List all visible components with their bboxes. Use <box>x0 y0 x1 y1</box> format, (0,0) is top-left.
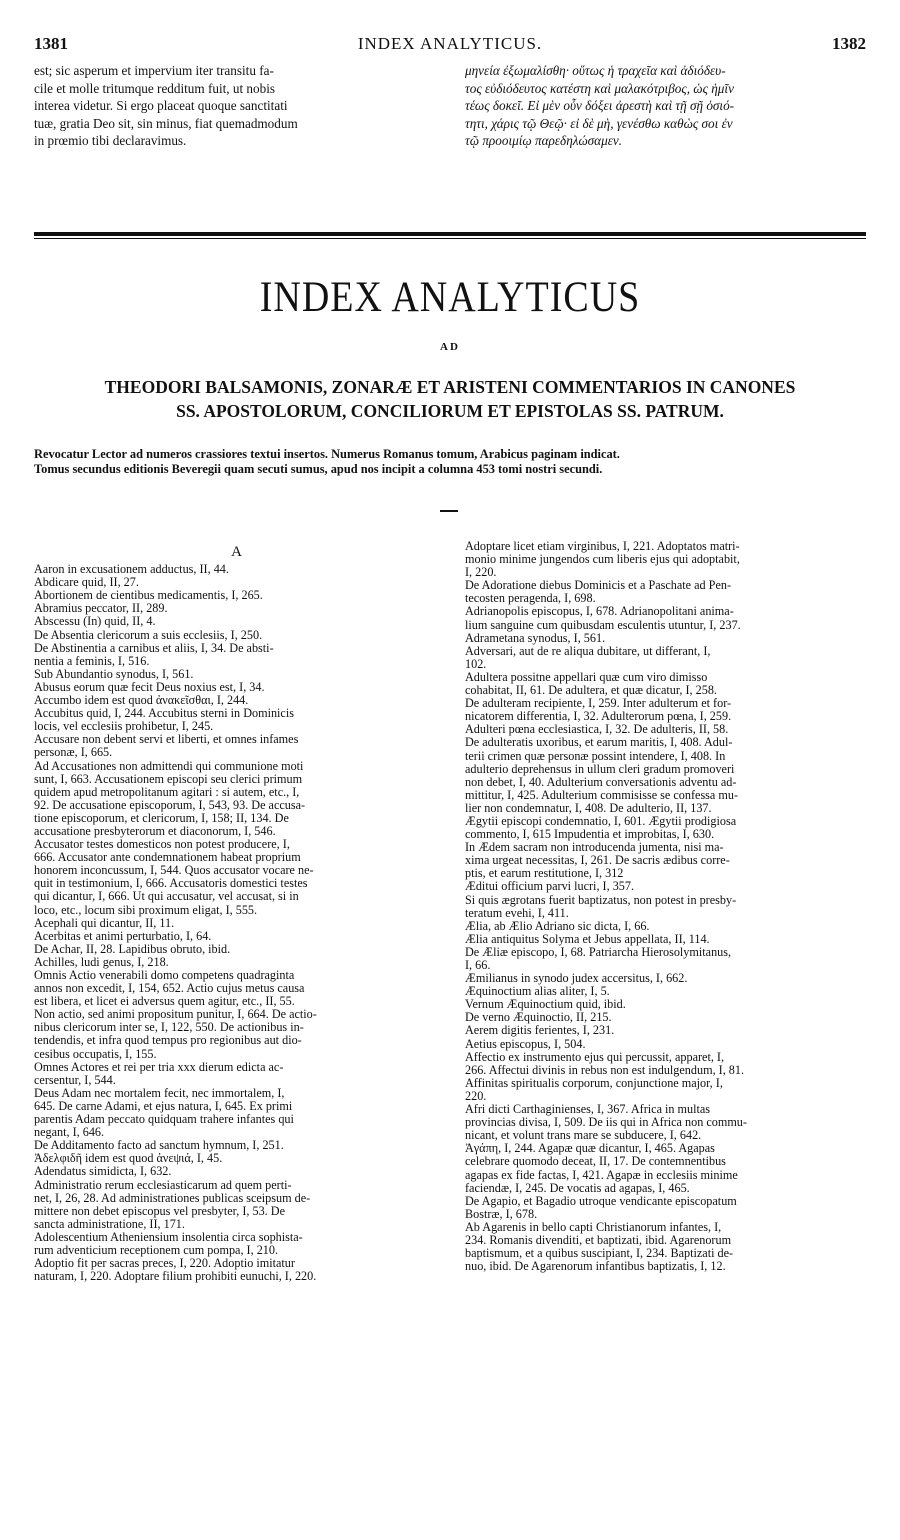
index-entry-line: teratum evehi, I, 411. <box>465 906 569 920</box>
index-entry <box>465 1051 870 1077</box>
right-page-number: 1382 <box>832 34 866 53</box>
index-entry-line: Non actio, sed animi propositum punitur, I, 664. De actio- <box>34 1008 317 1022</box>
page-header <box>34 34 866 56</box>
index-entry <box>34 589 439 602</box>
section-divider <box>34 232 866 239</box>
index-entry-line: Abortionem de cientibus medicamentis, I, 265. <box>34 589 263 603</box>
index-entry-line: commento, I, 615 Impudentia et improbitas, I, 630. <box>465 828 715 842</box>
index-entry-line: 266. Affectui divinis in rebus non est indulgendum, I, 81. <box>465 1063 745 1077</box>
index-entry-line: nuo, ibid. De Agarenorum infantibus baptizatis, I, 12. <box>465 1260 726 1274</box>
reader-note <box>34 447 866 477</box>
index-entry-line: Adoptare licet etiam virginibus, I, 221. Adoptatos matri- <box>465 540 740 553</box>
letter-heading: A <box>231 544 242 560</box>
index-entry-line: cohabitat, II, 61. De adultera, et quæ dicatur, I, 258. <box>465 684 717 698</box>
subtitle-line: SS. APOSTOLORUM, CONCILIORUM ET EPISTOLAS SS. PATRUM. <box>176 401 724 421</box>
index-entry <box>465 579 870 605</box>
index-entry-line: sunt, I, 663. Accusationem episcopi seu clerici primum <box>34 772 303 786</box>
index-entry <box>465 1142 870 1194</box>
index-entry <box>465 540 870 579</box>
index-entry-line: faciendæ, I, 245. De vocatis ad agapas, I, 465. <box>465 1181 690 1195</box>
divider-thin-rule <box>34 238 866 239</box>
index-entry-line: locis, vel ecclesiis prohibetur, I, 245. <box>34 720 214 734</box>
index-entry-line: I, 66. <box>465 959 491 972</box>
index-entry-line: Aetius episcopus, I, 504. <box>465 1037 586 1051</box>
index-entry <box>465 933 870 946</box>
index-entry-line: Administratio rerum ecclesiasticarum ad quem perti- <box>34 1178 292 1192</box>
index-entry-line: De verno Æquinoctio, II, 215. <box>465 1011 612 1025</box>
index-entry <box>34 642 439 668</box>
index-entry <box>465 1077 870 1103</box>
index-entry-line: Æquinoctium alias aliter, I, 5. <box>465 985 610 999</box>
index-entry-line: non debet, I, 40. Adulterium conversationis adventu ad- <box>465 775 737 789</box>
index-entry-line: Adrianopolis episcopus, I, 678. Adrianopolitani anima- <box>465 605 734 619</box>
index-entry-line: naturam, I, 220. Adoptare filium prohibiti eunuchi, I, 220. <box>34 1270 317 1284</box>
index-entry-line: terii crimen quæ personæ possint intendere, I, 408. In <box>465 749 726 763</box>
index-entry <box>34 563 439 576</box>
left-page-number: 1381 <box>34 34 68 53</box>
index-entry-line: cersentur, I, 544. <box>34 1073 116 1087</box>
index-entry-line: Accubitus quid, I, 244. Accubitus sterni in Dominicis <box>34 707 294 721</box>
index-entry-line: quit in testimonium, I, 666. Accusatoris domestici testes <box>34 877 308 891</box>
greek-line: τος εὐδιόδευτος κατέστη καὶ μαλακότριβος, ὡς ἡμῖν <box>465 80 734 96</box>
index-entry-line: parentis Adam peccato quidquam trahere infantes qui <box>34 1113 294 1127</box>
greek-line: τέως δοκεῖ. Εἰ μὲν οὖν δόξει ἀρεστὴ καὶ τῇ σῇ ὁσιό- <box>465 98 735 113</box>
index-entry-line: sancta administratione, II, 171. <box>34 1217 185 1231</box>
index-entry <box>465 1011 870 1024</box>
index-entry <box>34 956 439 969</box>
index-entry-line: Aaron in excusationem adductus, II, 44. <box>34 563 229 577</box>
index-entry-line: 645. De carne Adami, et ejus natura, I, 645. Ex primi <box>34 1099 293 1113</box>
index-entry-line: Deus Adam nec mortalem fecit, nec immortalem, I, <box>34 1086 285 1100</box>
greek-text-fragment <box>465 62 870 150</box>
index-entry <box>465 815 870 841</box>
index-entry-line: In Ædem sacram non introducenda jumenta, nisi ma- <box>465 841 724 855</box>
index-entry-line: Accumbo idem est quod ἀνακεῖσθαι, I, 244. <box>34 694 249 708</box>
index-entry-line: Æditui officium parvi lucri, I, 357. <box>465 880 635 894</box>
index-entry-line: nibus clericorum inter se, I, 122, 550. De actionibus in- <box>34 1021 304 1035</box>
index-entry <box>34 1087 439 1139</box>
index-column-left <box>34 540 439 1283</box>
index-entry-line: Ab Agarenis in bello capti Christianorum infantes, I, <box>465 1220 722 1234</box>
index-entry-line: adulterio deprehensus in ullum cleri gradum promoveri <box>465 762 735 776</box>
index-entry-line: cesibus occupatis, I, 155. <box>34 1047 157 1061</box>
index-entry-line: Abramius peccator, II, 289. <box>34 602 168 616</box>
index-entry-line: Adversari, aut de re aliqua dubitare, ut differant, I, <box>465 644 711 658</box>
greek-line: τητι, χάρις τῷ Θεῷ· εἰ δὲ μὴ, γενέσθω καθὼς σοι ἐν <box>465 115 733 131</box>
index-entry <box>34 681 439 694</box>
title-preposition: AD <box>440 341 460 353</box>
index-entry-line: nicatorem differentia, I, 32. Adulterorum pœna, I, 259. <box>465 710 732 724</box>
index-column-right <box>465 540 870 1273</box>
index-entry-line: Ælia antiquitus Solyma et Jebus appellata, II, 114. <box>465 932 710 946</box>
latin-line: est; sic asperum et impervium iter transitu fa- <box>34 63 274 78</box>
greek-line: μηνεία ἐξωμαλίσθη· οὕτως ἡ τραχεῖα καὶ ἀδιόδευ- <box>465 63 726 78</box>
index-entry <box>465 671 870 815</box>
index-entry <box>34 707 439 733</box>
ornamental-dash <box>440 510 458 512</box>
note-line: Revocatur Lector ad numeros crassiores textui insertos. Numerus Romanus tomum, Arabicus paginam indicat. <box>34 447 620 461</box>
index-entry-line: 220. <box>465 1089 487 1103</box>
index-entry <box>465 1195 870 1221</box>
index-entry <box>34 1165 439 1178</box>
index-entry <box>465 1221 870 1273</box>
index-entry-line: De Abstinentia a carnibus et aliis, I, 34. De absti- <box>34 641 274 655</box>
index-entry <box>34 576 439 589</box>
index-entry-line: est libera, et licet ei adversus quem agitur, etc., II, 55. <box>34 995 295 1009</box>
index-entry-line: 92. De accusatione episcoporum, I, 543, 93. De accusa- <box>34 798 306 812</box>
index-entry <box>34 930 439 943</box>
index-entry <box>465 894 870 920</box>
note-line: Tomus secundus editionis Beveregii quam secuti sumus, apud nos incipit a columna 453 tomi nostri secundi. <box>34 462 603 476</box>
index-entry-line: xima urgeat necessitas, I, 261. De sacris ædibus corre- <box>465 854 730 868</box>
index-entry-line: De Agapio, et Bagadio utroque vendicante episcopatum <box>465 1194 737 1208</box>
latin-line: cile et molle tritumque redditum fuit, ut nobis <box>34 80 275 96</box>
index-entry <box>34 943 439 956</box>
index-entry-line: Abusus eorum quæ fecit Deus noxius est, I, 34. <box>34 680 265 694</box>
index-entry-line: mittitur, I, 425. Adulterium commisisse se confessa mu- <box>465 788 739 802</box>
index-entry-line: Ἀδελφιδῆ idem est quod ἀνεψιά, I, 45. <box>34 1152 223 1166</box>
index-entry <box>34 1257 439 1283</box>
latin-line: in prœmio tibi declaravimus. <box>34 133 187 148</box>
index-entry-line: annos non excedit, I, 154, 652. Actio cujus metus causa <box>34 982 305 996</box>
index-entry <box>465 632 870 645</box>
index-entry-line: mittere non debet episcopus vel presbyter, I, 53. De <box>34 1204 285 1218</box>
index-entry <box>465 1024 870 1037</box>
index-entry-line: honorem inconcussum, I, 544. Quos accusator vocare ne- <box>34 864 314 878</box>
index-entry-line: De adulteratis uxoribus, et earum maritis, I, 408. Adul- <box>465 736 733 750</box>
index-entry <box>34 615 439 628</box>
index-entry-line: Affectio ex instrumento ejus qui percussit, apparet, I, <box>465 1050 725 1064</box>
index-entry-line: De adulteram recipiente, I, 259. Inter adulterum et for- <box>465 697 732 711</box>
running-title: INDEX ANALYTICUS. <box>357 34 543 53</box>
index-entry-line: Omnes Actores et rei per tria xxx dierum edicta ac- <box>34 1060 284 1074</box>
divider-thick-rule <box>34 232 866 236</box>
index-entry-line: loco, etc., locum sibi proximum eligat, I, 555. <box>34 903 258 917</box>
index-entry-line: Ad Accusationes non admittendi qui communione moti <box>34 759 304 773</box>
index-entry-line: celebrare quomodo deceat, II, 17. De contemnentibus <box>465 1155 726 1169</box>
index-subtitle <box>34 375 866 423</box>
index-entry-line: lier non condemnatur, I, 408. De adulterio, II, 137. <box>465 801 712 815</box>
index-entry-line: De Additamento facto ad sanctum hymnum, I, 251. <box>34 1139 284 1153</box>
index-entry <box>34 1061 439 1087</box>
index-entry-line: Bostræ, I, 678. <box>465 1207 538 1221</box>
latin-line: tuæ, gratia Deo sit, sin minus, fiat quemadmodum <box>34 115 298 131</box>
index-entry-line: Æmilianus in synodo judex accersitus, I, 662. <box>465 972 688 986</box>
index-entry <box>465 972 870 985</box>
index-entry <box>34 602 439 615</box>
index-entry-line: negant, I, 646. <box>34 1126 105 1140</box>
index-entry-line: Ἀγάπη, I, 244. Agapæ quæ dicantur, I, 465. Agapas <box>465 1142 715 1156</box>
index-entry-line: Acerbitas et animi perturbatio, I, 64. <box>34 929 212 943</box>
index-entry-line: De Absentia clericorum a suis ecclesiis, I, 250. <box>34 628 263 642</box>
index-entry <box>34 1152 439 1165</box>
index-entry-line: baptismum, et a quibus suscipiant, I, 234. Baptizati de- <box>465 1247 734 1261</box>
index-entry-line: Adultera possitne appellari quæ cum viro dimisso <box>465 670 708 684</box>
latin-line: interea videtur. Si ergo placeat quoque sanctitati <box>34 98 288 113</box>
index-entry-line: 666. Accusator ante condemnationem habeat proprium <box>34 851 301 865</box>
index-entry-line: Ælia, ab Ælio Adriano sic dicta, I, 66. <box>465 919 650 933</box>
index-entry-line: tecosten peragenda, I, 698. <box>465 592 596 606</box>
index-entry-line: Aerem digitis ferientes, I, 231. <box>465 1024 615 1038</box>
index-entry-line: De Adoratione diebus Dominicis et a Paschate ad Pen- <box>465 579 732 593</box>
index-entry-line: Accusare non debent servi et liberti, et omnes infames <box>34 733 299 747</box>
index-entry-line: Abscessu (In) quid, II, 4. <box>34 615 156 629</box>
index-entry-line: De Æliæ episcopo, I, 68. Patriarcha Hierosolymitanus, <box>465 945 732 959</box>
index-entry <box>465 841 870 880</box>
latin-text-fragment <box>34 62 439 150</box>
index-entry-line: Adoptio fit per sacras preces, I, 220. Adoptio imitatur <box>34 1257 295 1271</box>
index-entry-line: 102. <box>465 657 487 671</box>
index-entry-line: qui dicantur, I, 666. Ut qui accusatur, vel accusat, si in <box>34 890 299 904</box>
index-entry <box>465 1038 870 1051</box>
index-entry-line: Acephali qui dicantur, II, 11. <box>34 916 175 930</box>
index-entry <box>34 629 439 642</box>
index-entry-line: nentia a feminis, I, 516. <box>34 654 150 668</box>
index-entry <box>34 694 439 707</box>
index-entry-line: Affinitas spiritualis corporum, conjunctione major, I, <box>465 1076 723 1090</box>
index-entry <box>465 998 870 1011</box>
index-entry <box>34 760 439 839</box>
index-title: INDEX ANALYTICUS <box>259 273 641 322</box>
index-entry <box>34 1179 439 1231</box>
index-entry-line: Afri dicti Carthaginienses, I, 367. Africa in multas <box>465 1103 711 1117</box>
index-entry <box>34 917 439 930</box>
index-entry-line: Achilles, ludi genus, I, 218. <box>34 955 169 969</box>
index-entry-line: I, 220. <box>465 566 497 580</box>
index-entry <box>465 920 870 933</box>
index-entry-line: provincias divisa, I, 509. De iis qui in Africa non commu- <box>465 1116 747 1130</box>
greek-line: τῷ προοιμίῳ παρεδηλώσαμεν. <box>465 133 623 148</box>
index-entry-line: ptis, et earum restitutione, I, 312 <box>465 867 624 881</box>
index-entry-line: nicant, et volunt trans mare se subducere, I, 642. <box>465 1129 702 1143</box>
index-entry <box>465 605 870 631</box>
index-entry <box>465 946 870 972</box>
index-entry <box>465 880 870 893</box>
index-entry-line: net, I, 26, 28. Ad administrationes publicas sceipsum de- <box>34 1191 311 1205</box>
index-entry-line: rum adventicium receptionem cum pompa, I, 210. <box>34 1243 279 1257</box>
index-entry-line: personæ, I, 665. <box>34 746 113 760</box>
index-entry-line: Adolescentium Atheniensium insolentia circa sophista- <box>34 1230 303 1244</box>
index-entry-line: tione episcoporum, et clericorum, I, 158; II, 134. De <box>34 811 289 825</box>
index-entry-line: Ægytii episcopi condemnatio, I, 601. Ægytii prodigiosa <box>465 814 737 828</box>
index-entry-line: Adrametana synodus, I, 561. <box>465 631 606 645</box>
index-entry-line: quidem apud metropolitanum agitari : si autem, etc., I, <box>34 785 300 799</box>
index-entry-line: Adulteri pœna ecclesiastica, I, 32. De adulteris, II, 58. <box>465 723 729 737</box>
index-entry <box>34 969 439 1061</box>
index-entry-line: Omnis Actio venerabili domo competens quadraginta <box>34 969 295 982</box>
index-entry <box>34 1139 439 1152</box>
index-entry <box>465 1103 870 1142</box>
index-entry-line: Vernum Æquinoctium quid, ibid. <box>465 998 626 1012</box>
index-entry-line: tendendis, et infra quod tempus pro regionibus aut dio- <box>34 1034 302 1048</box>
index-entry-line: Adendatus simidicta, I, 632. <box>34 1165 172 1179</box>
index-entry <box>34 733 439 759</box>
index-entry-line: De Achar, II, 28. Lapidibus obruto, ibid. <box>34 942 231 956</box>
index-entry-line: lium sanguine cum quibusdam esculentis utuntur, I, 237. <box>465 618 741 632</box>
subtitle-line: THEODORI BALSAMONIS, ZONARÆ ET ARISTENI COMMENTARIOS IN CANONES <box>104 377 796 397</box>
index-entry-line: Abdicare quid, II, 27. <box>34 576 139 590</box>
index-entry-line: Sub Abundantio synodus, I, 561. <box>34 667 194 681</box>
index-entry <box>465 645 870 671</box>
index-entry-line: agapas ex fide factas, I, 421. Agapæ in ecclesiis minime <box>465 1168 738 1182</box>
index-entry-line: Si quis ægrotans fuerit baptizatus, non potest in presby- <box>465 893 737 907</box>
index-entry <box>465 985 870 998</box>
index-entry <box>34 1231 439 1257</box>
index-entry-line: monio minime jungendos cum liberis ejus qui adoptabit, <box>465 553 740 567</box>
index-entry-line: accusatione presbyterorum et diaconorum, I, 546. <box>34 824 276 838</box>
index-entry-line: 234. Romanis divenditi, et baptizati, ibid. Agarenorum <box>465 1233 732 1247</box>
index-entry <box>34 838 439 917</box>
index-entry <box>34 668 439 681</box>
index-entry-line: Accusator testes domesticos non potest producere, I, <box>34 838 290 852</box>
